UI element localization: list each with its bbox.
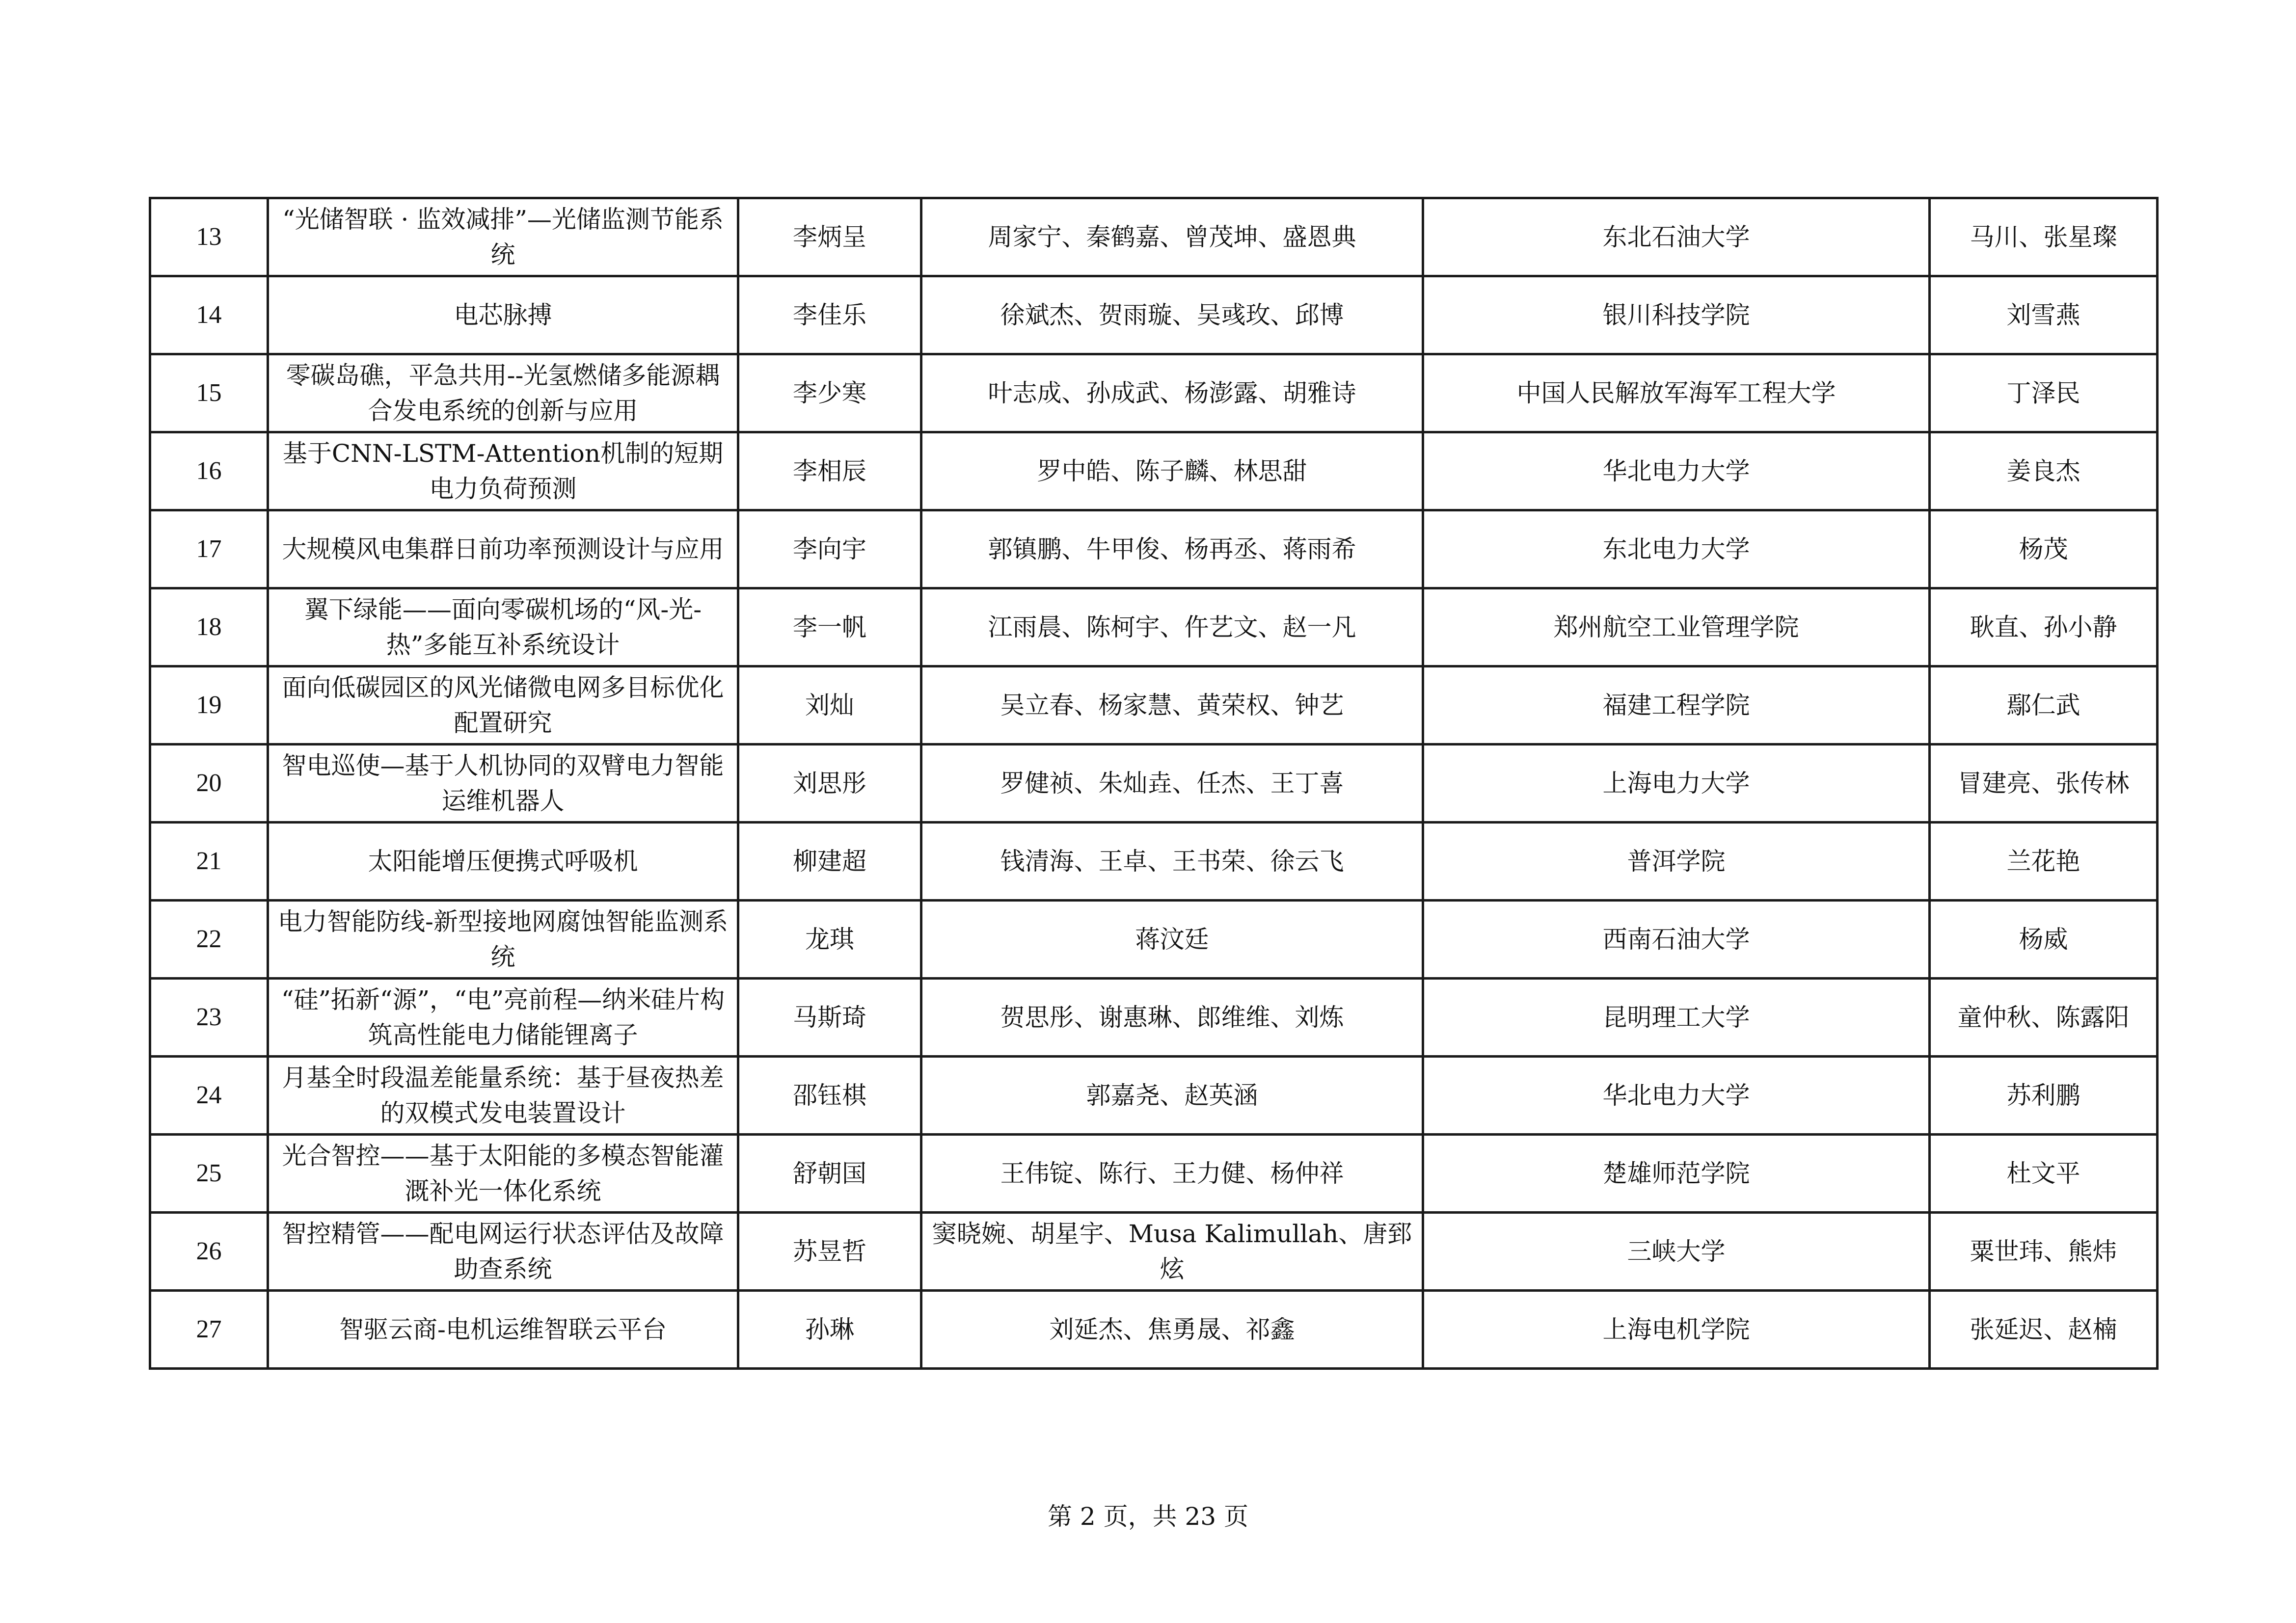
- school-name-cell: 中国人民解放军海军工程大学: [1423, 354, 1930, 432]
- project-name-cell: 太阳能增压便携式呼吸机: [268, 823, 738, 901]
- row-number-cell: 26: [150, 1213, 268, 1291]
- team-leader-cell: 刘思彤: [738, 745, 921, 823]
- project-name-cell: 基于CNN-LSTM-Attention机制的短期电力负荷预测: [268, 432, 738, 510]
- team-leader-cell: 李少寒: [738, 354, 921, 432]
- project-name-cell: 翼下绿能——面向零碳机场的“风-光-热”多能互补系统设计: [268, 588, 738, 666]
- table-row: [150, 666, 2158, 745]
- advisor-name-cell: 鄢仁武: [1930, 666, 2158, 745]
- row-number-cell: 21: [150, 823, 268, 901]
- table-row: [150, 823, 2158, 901]
- row-number-cell: 22: [150, 901, 268, 979]
- advisor-name-cell: 刘雪燕: [1930, 276, 2158, 354]
- project-name-cell: 电力智能防线-新型接地网腐蚀智能监测系统: [268, 901, 738, 979]
- team-members-cell: 贺思彤、谢惠琳、郎维维、刘炼: [921, 979, 1423, 1057]
- team-members-cell: 王伟锭、陈行、王力健、杨仲祥: [921, 1135, 1423, 1213]
- row-number-cell: 19: [150, 666, 268, 745]
- school-name-cell: 银川科技学院: [1423, 276, 1930, 354]
- team-leader-cell: 苏昱哲: [738, 1213, 921, 1291]
- school-name-cell: 华北电力大学: [1423, 1057, 1930, 1135]
- advisor-name-cell: 耿直、孙小静: [1930, 588, 2158, 666]
- table-row: [150, 1213, 2158, 1291]
- team-leader-cell: 李一帆: [738, 588, 921, 666]
- project-name-cell: 光合智控——基于太阳能的多模态智能灌溉补光一体化系统: [268, 1135, 738, 1213]
- school-name-cell: 福建工程学院: [1423, 666, 1930, 745]
- advisor-name-cell: 冒建亮、张传林: [1930, 745, 2158, 823]
- table-row: [150, 354, 2158, 432]
- table-row: [150, 510, 2158, 588]
- table-row: [150, 979, 2158, 1057]
- school-name-cell: 普洱学院: [1423, 823, 1930, 901]
- row-number-cell: 23: [150, 979, 268, 1057]
- advisor-name-cell: 杨威: [1930, 901, 2158, 979]
- advisor-name-cell: 粟世玮、熊炜: [1930, 1213, 2158, 1291]
- team-leader-cell: 邵钰棋: [738, 1057, 921, 1135]
- team-leader-cell: 李相辰: [738, 432, 921, 510]
- team-leader-cell: 舒朝国: [738, 1135, 921, 1213]
- team-members-cell: 窦晓婉、胡星宇、Musa Kalimullah、唐郅炫: [921, 1213, 1423, 1291]
- table-row: [150, 901, 2158, 979]
- page-footer: 第 2 页，共 23 页: [1047, 1502, 1248, 1531]
- advisor-name-cell: 杜文平: [1930, 1135, 2158, 1213]
- school-name-cell: 三峡大学: [1423, 1213, 1930, 1291]
- team-leader-cell: 李炳呈: [738, 198, 921, 276]
- advisor-name-cell: 张延迟、赵楠: [1930, 1291, 2158, 1369]
- table-row: [150, 588, 2158, 666]
- team-leader-cell: 李佳乐: [738, 276, 921, 354]
- table-row: [150, 745, 2158, 823]
- team-members-cell: 蒋汶廷: [921, 901, 1423, 979]
- school-name-cell: 东北石油大学: [1423, 198, 1930, 276]
- project-name-cell: 面向低碳园区的风光储微电网多目标优化配置研究: [268, 666, 738, 745]
- table-body: [150, 198, 2158, 1369]
- row-number-cell: 27: [150, 1291, 268, 1369]
- school-name-cell: 东北电力大学: [1423, 510, 1930, 588]
- team-leader-cell: 李向宇: [738, 510, 921, 588]
- row-number-cell: 15: [150, 354, 268, 432]
- team-leader-cell: 马斯琦: [738, 979, 921, 1057]
- school-name-cell: 西南石油大学: [1423, 901, 1930, 979]
- team-members-cell: 郭镇鹏、牛甲俊、杨再丞、蒋雨希: [921, 510, 1423, 588]
- project-name-cell: 智控精管——配电网运行状态评估及故障助查系统: [268, 1213, 738, 1291]
- team-members-cell: 江雨晨、陈柯宇、仵艺文、赵一凡: [921, 588, 1423, 666]
- team-members-cell: 徐斌杰、贺雨璇、吴彧玫、邱博: [921, 276, 1423, 354]
- team-members-cell: 刘延杰、焦勇晟、祁鑫: [921, 1291, 1423, 1369]
- advisor-name-cell: 丁泽民: [1930, 354, 2158, 432]
- project-name-cell: 零碳岛礁，平急共用--光氢燃储多能源耦合发电系统的创新与应用: [268, 354, 738, 432]
- project-name-cell: 大规模风电集群日前功率预测设计与应用: [268, 510, 738, 588]
- award-table: [149, 197, 2159, 1370]
- table-row: [150, 276, 2158, 354]
- advisor-name-cell: 兰花艳: [1930, 823, 2158, 901]
- table-row: [150, 198, 2158, 276]
- team-members-cell: 罗健祯、朱灿垚、任杰、王丁喜: [921, 745, 1423, 823]
- school-name-cell: 楚雄师范学院: [1423, 1135, 1930, 1213]
- advisor-name-cell: 童仲秋、陈露阳: [1930, 979, 2158, 1057]
- project-name-cell: “硅”拓新“源”，“电”亮前程—纳米硅片构筑高性能电力储能锂离子: [268, 979, 738, 1057]
- row-number-cell: 13: [150, 198, 268, 276]
- school-name-cell: 昆明理工大学: [1423, 979, 1930, 1057]
- team-leader-cell: 龙琪: [738, 901, 921, 979]
- table-row: [150, 1135, 2158, 1213]
- advisor-name-cell: 苏利鹏: [1930, 1057, 2158, 1135]
- project-name-cell: 电芯脉搏: [268, 276, 738, 354]
- project-name-cell: 智驱云商-电机运维智联云平台: [268, 1291, 738, 1369]
- team-members-cell: 叶志成、孙成武、杨澎露、胡雅诗: [921, 354, 1423, 432]
- team-leader-cell: 孙琳: [738, 1291, 921, 1369]
- project-name-cell: “光储智联 · 监效减排”—光储监测节能系统: [268, 198, 738, 276]
- team-members-cell: 郭嘉尧、赵英涵: [921, 1057, 1423, 1135]
- row-number-cell: 18: [150, 588, 268, 666]
- table-row: [150, 1057, 2158, 1135]
- school-name-cell: 华北电力大学: [1423, 432, 1930, 510]
- row-number-cell: 20: [150, 745, 268, 823]
- row-number-cell: 25: [150, 1135, 268, 1213]
- row-number-cell: 17: [150, 510, 268, 588]
- project-name-cell: 月基全时段温差能量系统：基于昼夜热差的双模式发电装置设计: [268, 1057, 738, 1135]
- table-row: [150, 432, 2158, 510]
- project-name-cell: 智电巡使—基于人机协同的双臂电力智能运维机器人: [268, 745, 738, 823]
- table-row: [150, 1291, 2158, 1369]
- advisor-name-cell: 姜良杰: [1930, 432, 2158, 510]
- advisor-name-cell: 杨茂: [1930, 510, 2158, 588]
- row-number-cell: 24: [150, 1057, 268, 1135]
- team-members-cell: 吴立春、杨家慧、黄荣权、钟艺: [921, 666, 1423, 745]
- school-name-cell: 郑州航空工业管理学院: [1423, 588, 1930, 666]
- team-members-cell: 钱清海、王卓、王书荣、徐云飞: [921, 823, 1423, 901]
- team-leader-cell: 柳建超: [738, 823, 921, 901]
- team-leader-cell: 刘灿: [738, 666, 921, 745]
- team-members-cell: 周家宁、秦鹤嘉、曾茂坤、盛恩典: [921, 198, 1423, 276]
- row-number-cell: 16: [150, 432, 268, 510]
- advisor-name-cell: 马川、张星璨: [1930, 198, 2158, 276]
- school-name-cell: 上海电力大学: [1423, 745, 1930, 823]
- team-members-cell: 罗中皓、陈子麟、林思甜: [921, 432, 1423, 510]
- row-number-cell: 14: [150, 276, 268, 354]
- school-name-cell: 上海电机学院: [1423, 1291, 1930, 1369]
